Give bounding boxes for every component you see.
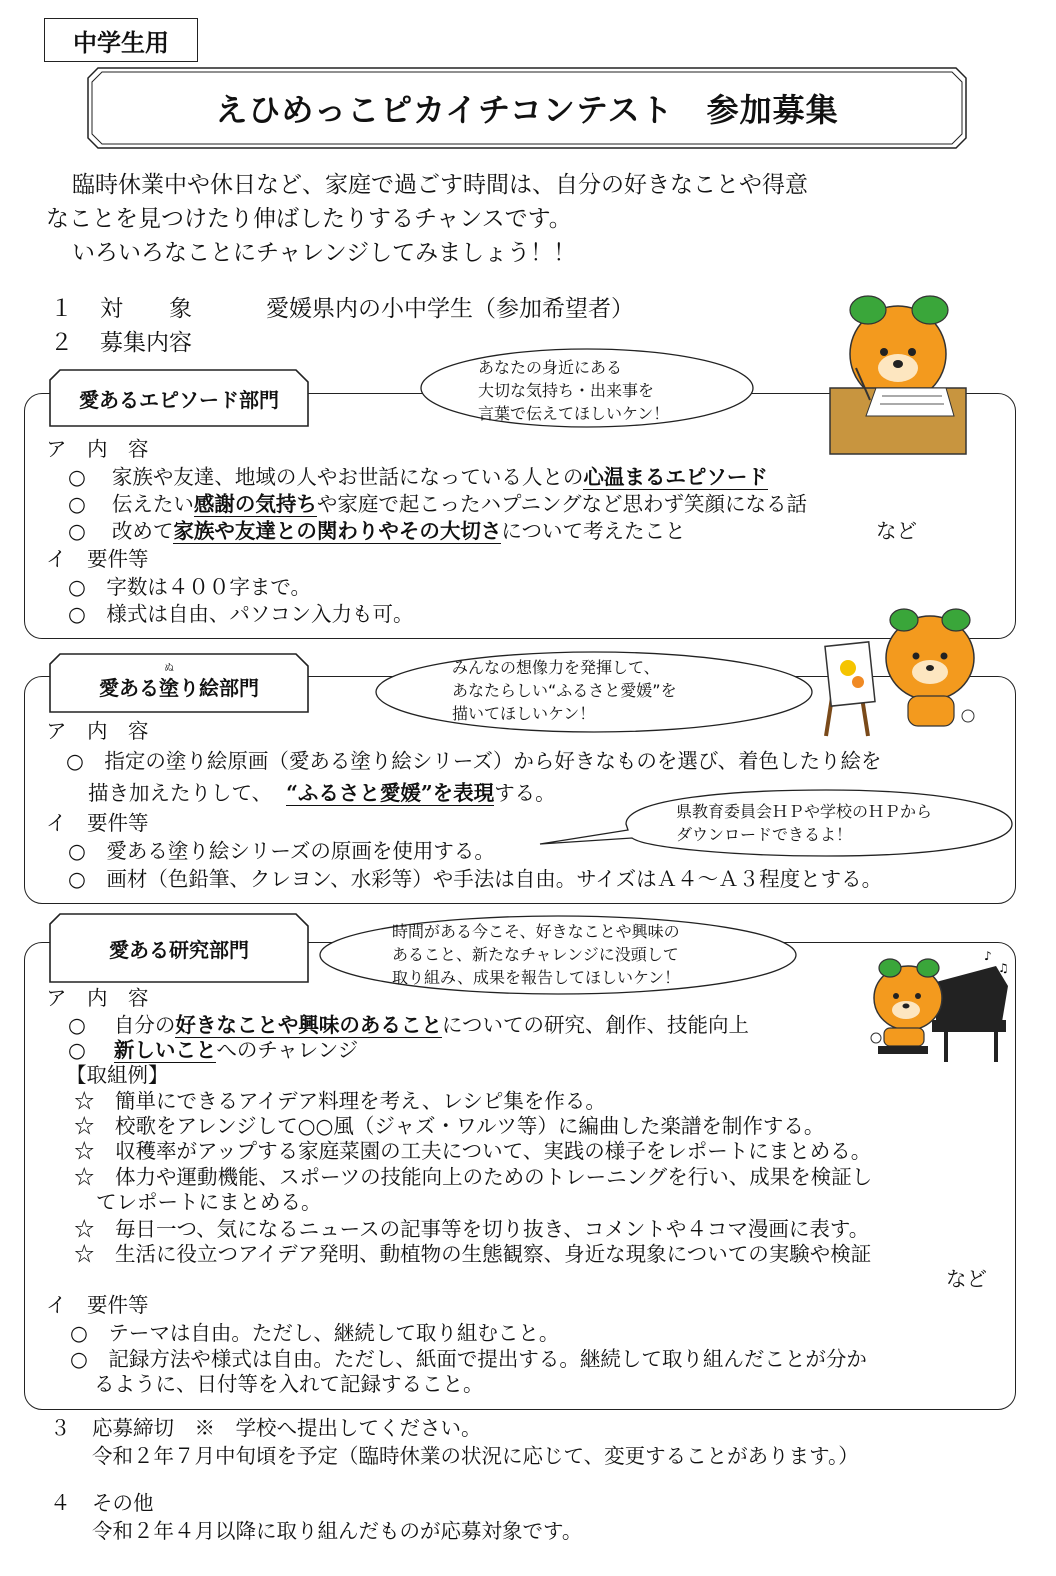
- ruby-text: ぬ: [164, 662, 174, 674]
- item1-value: 愛媛県内の小中学生（参加希望者）: [266, 296, 634, 322]
- example-4: ☆ 体力や運動機能、スポーツの技能向上のためのトレーニングを行い、成果を検証し: [74, 1165, 873, 1189]
- bullet: ○: [68, 492, 86, 516]
- download-bubble-line-2: ダウンロードできるよ！: [676, 825, 853, 844]
- emphasis: 感謝の気持ち: [193, 492, 317, 516]
- bullet: ○: [68, 465, 86, 489]
- bullet: ○: [68, 519, 86, 543]
- research-requirement-2: ○ 記録方法や様式は自由。ただし、紙面で提出する。継続して取り組んだことが分か: [70, 1347, 867, 1371]
- examples-heading: 【取組例】: [66, 1063, 169, 1087]
- coloring-bubble-line-1: みんなの想像力を発揮して、: [452, 658, 660, 677]
- text: 自分の: [113, 1013, 176, 1037]
- emphasis: 新しいこと: [113, 1038, 217, 1062]
- episode-content-1: [68, 464, 768, 491]
- emphasis: 心温まるエピソード: [583, 465, 768, 489]
- example-3: ☆ 収穫率がアップする家庭菜園の工夫について、実践の様子をレポートにまとめる。: [74, 1139, 872, 1163]
- research-requirement-1: ○ テーマは自由。ただし、継続して取り組むこと。: [70, 1321, 560, 1345]
- tab-text: り絵部門: [179, 675, 259, 700]
- audience-badge: 中学生用: [44, 18, 198, 62]
- episode-tab-label: 愛あるエピソード部門: [79, 387, 279, 412]
- episode-content-heading: ア 内 容: [46, 437, 149, 461]
- research-bubble-line-1: 時間がある今こそ、好きなことや興味の: [392, 922, 680, 941]
- coloring-requirement-2: ○ 画材（色鉛筆、クレヨン、水彩等）や手法は自由。サイズはＡ４～Ａ３程度とする。: [68, 867, 883, 891]
- item1-label: 対 象: [100, 296, 192, 322]
- text: 伝えたい: [111, 492, 194, 516]
- item3-detail: 令和２年７月中旬頃を予定（臨時休業の状況に応じて、変更することがあります。）: [92, 1444, 859, 1468]
- item1-num: １: [50, 296, 73, 322]
- text: についての研究、創作、技能向上: [441, 1013, 749, 1037]
- research-bubble-line-3: 取り組み、成果を報告してほしいケン！: [392, 968, 681, 987]
- intro-line-3: いろいろなことにチャレンジしてみましょう！！: [72, 240, 577, 266]
- coloring-content-1b: [88, 780, 556, 807]
- text: 描き加えたりして、: [88, 781, 273, 805]
- episode-bubble-line-3: 言葉で伝えてほしいケン！: [478, 404, 670, 423]
- example-1: ☆ 簡単にできるアイデア料理を考え、レシピ集を作る。: [74, 1089, 606, 1113]
- coloring-requirement-1: ○ 愛ある塗り絵シリーズの原画を使用する。: [68, 839, 495, 863]
- page-title: えひめっこピカイチコンテスト 参加募集: [215, 91, 839, 129]
- episode-bubble-line-2: 大切な気持ち・出来事を: [478, 381, 655, 400]
- example-6: ☆ 生活に役立つアイデア発明、動植物の生態観察、身近な現象についての実験や検証: [74, 1242, 872, 1266]
- coloring-content-heading: ア 内 容: [46, 719, 149, 743]
- episode-content-2: [68, 491, 807, 518]
- coloring-bubble-line-3: 描いてほしいケン！: [452, 704, 596, 723]
- intro-line-2: なことを見つけたり伸ばしたりするチャンスです。: [46, 206, 572, 232]
- item2-num: ２: [50, 330, 73, 356]
- item3-num: ３: [50, 1416, 71, 1440]
- text: について考えたこと: [501, 519, 686, 543]
- research-content-1: [68, 1012, 749, 1039]
- bullet: ○: [68, 1038, 86, 1062]
- coloring-bubble-line-2: あなたらしい“ふるさと愛媛”を: [452, 681, 677, 700]
- research-requirement-2b: るように、日付等を入れて記録すること。: [94, 1372, 484, 1396]
- download-bubble-line-1: 県教育委員会ＨＰや学校のＨＰから: [676, 802, 933, 821]
- episode-content-3: [68, 518, 685, 545]
- text: へのチャレンジ: [216, 1038, 359, 1062]
- item2-label: 募集内容: [100, 330, 192, 356]
- text: する。: [494, 781, 556, 805]
- episode-content-3-end: など: [876, 519, 917, 543]
- episode-requirements-heading: イ 要件等: [46, 547, 149, 571]
- episode-requirement-2: ○ 様式は自由、パソコン入力も可。: [68, 602, 414, 626]
- mikyan-desk-illustration: [826, 288, 972, 458]
- example-6-end: など: [946, 1267, 987, 1291]
- intro-line-1: 臨時休業中や休日など、家庭で過ごす時間は、自分の好きなことや得意: [72, 172, 808, 198]
- text: や家庭で起こったハプニングなど思わず笑顔になる話: [316, 492, 808, 516]
- emphasis: 好きなことや興味のあること: [175, 1013, 442, 1037]
- text: 改めて: [111, 519, 174, 543]
- coloring-requirements-heading: イ 要件等: [46, 811, 149, 835]
- mikyan-painting-illustration: [818, 606, 984, 738]
- item3-label: 応募締切 ※ 学校へ提出してください。: [92, 1416, 482, 1440]
- coloring-tab-label: [52, 660, 306, 712]
- mikyan-piano-illustration: [866, 942, 1016, 1068]
- research-bubble-line-2: あること、新たなチャレンジに没頭して: [392, 945, 679, 964]
- example-2: ☆ 校歌をアレンジして○○風（ジャズ・ワルツ等）に編曲した楽譜を制作する。: [74, 1114, 825, 1138]
- episode-bubble-line-1: あなたの身近にある: [478, 358, 623, 377]
- tab-text: 愛ある: [99, 675, 159, 700]
- svg-text:♫: ♫: [998, 961, 1009, 975]
- emphasis: “ふるさと愛媛”を表現: [286, 781, 495, 805]
- text: 家族や友達、地域の人やお世話になっている人との: [111, 465, 584, 489]
- svg-text:♪: ♪: [984, 949, 992, 963]
- ruby-group: [159, 662, 179, 701]
- bullet: ○: [68, 1013, 86, 1037]
- research-content-2: [68, 1037, 358, 1064]
- ruby-base: 塗: [159, 675, 179, 700]
- emphasis: 家族や友達との関わりやその大切さ: [173, 519, 502, 543]
- research-requirements-heading: イ 要件等: [46, 1293, 149, 1317]
- item4-num: ４: [50, 1491, 71, 1515]
- example-4b: てレポートにまとめる。: [96, 1190, 322, 1214]
- item4-detail: 令和２年４月以降に取り組んだものが応募対象です。: [92, 1519, 583, 1543]
- coloring-content-1: ○ 指定の塗り絵原画（愛ある塗り絵シリーズ）から好きなものを選び、着色したり絵を: [66, 749, 882, 773]
- item4-label: その他: [92, 1491, 154, 1515]
- research-tab-label: 愛ある研究部門: [109, 937, 249, 962]
- episode-requirement-1: ○ 字数は４００字まで。: [68, 575, 311, 599]
- example-5: ☆ 毎日一つ、気になるニュースの記事等を切り抜き、コメントや４コマ漫画に表す。: [74, 1217, 870, 1241]
- research-content-heading: ア 内 容: [46, 986, 149, 1010]
